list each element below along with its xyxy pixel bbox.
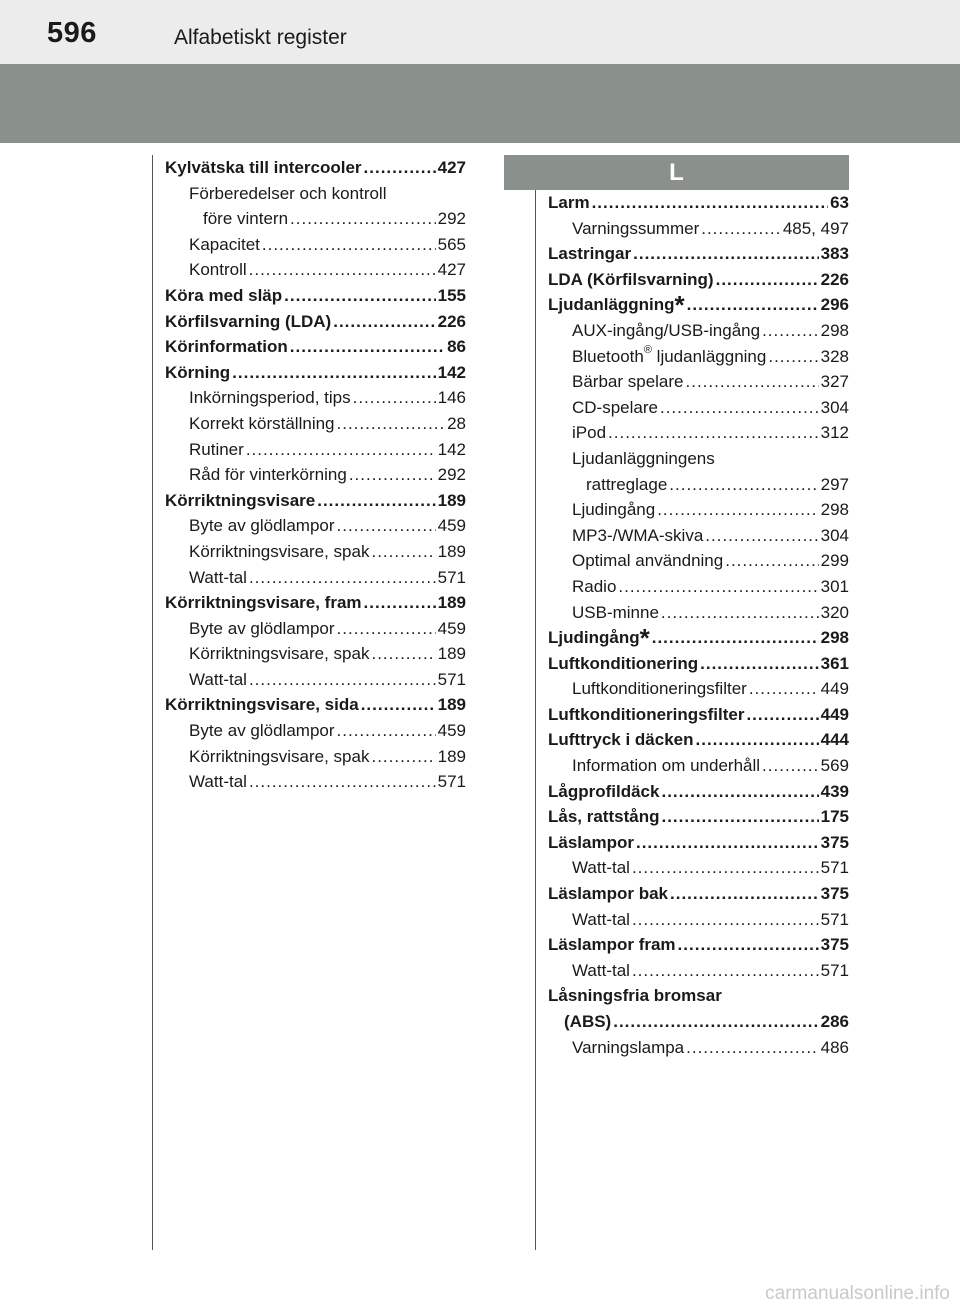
entry-page-number: 226 [437,311,466,331]
dot-leader [768,344,818,370]
dot-leader [333,309,435,335]
entry-term-text: Lågprofildäck [548,781,660,801]
dot-leader [364,155,436,181]
index-entry [165,411,466,437]
entry-term-text: Kontroll [189,260,247,280]
entry-term-text: Kylvätska till intercooler [165,158,362,177]
footnote-star: * [639,623,650,654]
index-entry [548,497,849,523]
entry-term [572,958,630,984]
registered-mark: ® [643,343,652,356]
entry-term [564,1009,611,1035]
entry-page-number: 142 [437,362,466,382]
entry-page-number: 175 [820,807,849,827]
index-entry [548,1035,849,1061]
entry-term [189,769,247,795]
dot-leader [686,1035,818,1061]
left-column-rule [152,155,153,1250]
entry-term [572,676,747,702]
dot-leader [246,437,436,463]
entry-term-text: Watt-tal [572,909,630,929]
index-entry [548,190,849,216]
entry-term [165,360,230,386]
index-column-left [165,155,466,795]
watermark: carmanualsonline.info [765,1283,950,1304]
entry-term [189,411,335,437]
entry-page-number: 299 [820,551,849,571]
dot-leader [337,718,436,744]
dot-leader [725,548,818,574]
index-entry [165,744,466,770]
index-entry [548,216,849,242]
entry-term-text-cont: ljudanläggning [651,346,767,366]
index-entry [548,472,849,498]
dot-leader [618,574,818,600]
entry-term-text: Watt-tal [189,772,247,792]
entry-page-number: 571 [820,909,849,929]
index-entry [548,907,849,933]
entry-term-text: Körriktningsvisare, spak [189,746,370,766]
entry-term-text: Watt-tal [189,567,247,587]
entry-term-text: Information om underhåll [572,756,761,776]
entry-term [165,155,362,181]
index-entry [165,513,466,539]
index-entry [548,318,849,344]
dot-leader [687,292,819,318]
dot-leader [249,565,436,591]
entry-term [165,283,282,309]
dot-leader [249,667,436,693]
entry-page-number: 304 [820,397,849,417]
entry-term [165,334,288,360]
entry-page-number: 571 [820,960,849,980]
dot-leader [337,411,446,437]
entry-page-number: 301 [820,576,849,596]
dot-leader [661,804,818,830]
entry-page-number: 328 [820,346,849,366]
entry-page-number: 226 [820,269,849,289]
entry-term-text: Luftkonditionering [548,653,699,673]
dot-leader [696,727,819,753]
entry-term [189,744,369,770]
entry-term [189,257,247,283]
index-entry [548,574,849,600]
entry-page-number: 571 [820,858,849,878]
entry-term-text: Varningslampa [572,1037,685,1057]
entry-term-text: Körinformation [165,337,288,357]
dot-leader [705,523,818,549]
entry-term-text: Byte av glödlampor [189,721,335,741]
entry-term [548,830,634,856]
entry-term [548,932,676,958]
entry-term-text: Varningssummer [572,218,700,238]
entry-page-number: 569 [820,756,849,776]
index-entry [548,830,849,856]
entry-term-text: (ABS) [564,1012,612,1031]
dot-leader [686,369,819,395]
entry-term [572,420,606,446]
entry-page-number: 571 [437,772,466,792]
dot-leader [670,881,819,907]
dot-leader [262,232,436,258]
entry-term-text: Körriktningsvisare, sida [165,695,359,715]
dot-leader [701,216,781,242]
dot-leader [232,360,435,386]
entry-term-text: Lås, rattstång [548,807,660,827]
entry-page-number: 439 [820,781,849,801]
entry-term [572,548,723,574]
index-entry [165,309,466,335]
entry-term [548,290,685,321]
entry-term [548,779,659,805]
entry-term-text: rattreglage [586,474,668,494]
index-entry [548,855,849,881]
dot-leader [652,625,819,651]
dot-leader [371,744,435,770]
index-entry [548,395,849,421]
index-entry [165,488,466,514]
index-entry [165,539,466,565]
index-entry [165,692,466,718]
dot-leader [632,907,819,933]
index-entry [165,590,466,616]
dot-leader [353,385,436,411]
entry-page-number: 86 [447,337,466,357]
index-entry [165,462,466,488]
entry-page-number: 571 [437,567,466,587]
entry-page-number: 320 [820,602,849,622]
entry-page-number: 565 [437,234,466,254]
entry-term [165,488,315,514]
entry-page-number: 383 [820,244,849,264]
entry-term-text: LDA (Körfilsvarning) [548,269,714,289]
entry-page-number: 449 [820,679,849,699]
index-entry [165,360,466,386]
entry-term-text: Ljudingång [572,500,656,520]
letter-heading: L [504,155,849,190]
entry-term [572,395,658,421]
dot-leader [364,590,436,616]
dot-leader [636,830,819,856]
entry-page-number: 189 [437,644,466,664]
entry-page-number: 312 [820,423,849,443]
index-entry [165,616,466,642]
index-entry: Låsningsfria bromsar [548,986,722,1006]
entry-term-text: Bluetooth [572,346,644,366]
page-header [0,0,960,143]
entry-term [586,472,667,498]
entry-page-number: 292 [437,209,466,229]
dot-leader [361,692,436,718]
entry-page-number: 375 [820,935,849,955]
entry-term-text: Ljudingång [548,628,640,648]
index-entry: Förberedelser och kontroll [189,183,387,203]
entry-page-number: 155 [437,285,466,305]
index-entry [165,667,466,693]
entry-page-number: 449 [820,704,849,724]
index-entry [165,257,466,283]
entry-term-text: Råd för vinterkörning [189,465,347,485]
entry-term-text: Körriktningsvisare, spak [189,541,370,561]
dot-leader [660,395,819,421]
index-entry [548,267,849,293]
entry-term-text: Bärbar spelare [572,372,684,392]
entry-term-text: Byte av glödlampor [189,516,335,536]
entry-page-number: 485, 497 [782,218,849,238]
entry-page-number: 459 [437,618,466,638]
index-entry [548,523,849,549]
entry-page-number: 28 [447,413,466,433]
index-entry [548,369,849,395]
index-entry [548,651,849,677]
entry-page-number: 304 [820,525,849,545]
entry-term-text: före vintern [203,209,289,229]
index-entry [165,565,466,591]
entry-term-text: Körriktningsvisare, spak [189,644,370,664]
dot-leader [762,753,819,779]
entry-term-text: Läslampor [548,832,634,852]
entry-term-text: Watt-tal [572,858,630,878]
dot-leader [632,958,819,984]
index-entry [548,1009,849,1035]
index-entry [548,676,849,702]
entry-term [572,344,766,370]
dot-leader [290,334,445,360]
index-entry [548,344,849,370]
entry-page-number: 375 [820,832,849,852]
index-entry [548,241,849,267]
right-column-rule [535,155,536,1250]
entry-term-text: Lastringar [548,244,632,264]
entry-term [572,497,655,523]
entry-term-text: Ljudanläggning [548,295,675,315]
entry-term [572,1035,684,1061]
entry-page-number: 297 [820,474,849,494]
index-entry [548,702,849,728]
entry-page-number: 189 [437,541,466,561]
index-entry [548,753,849,779]
entry-page-number: 486 [820,1037,849,1057]
entry-term-text: Watt-tal [189,669,247,689]
dot-leader [700,651,818,677]
entry-page-number: 189 [437,746,466,766]
dot-leader [317,488,435,514]
entry-term-text: MP3-/WMA-skiva [572,525,704,545]
entry-page-number: 286 [820,1012,849,1031]
header-band [0,64,960,143]
entry-term-text: CD-spelare [572,397,658,417]
entry-term-text: Optimal användning [572,551,724,571]
entry-term-text: Läslampor fram [548,935,676,955]
index-entry [548,548,849,574]
entry-term [548,241,631,267]
dot-leader [249,769,436,795]
entry-page-number: 444 [820,730,849,750]
index-entry [548,804,849,830]
index-column-right [548,190,849,1060]
entry-term [572,907,630,933]
entry-page-number: 298 [820,628,849,648]
index-entry [165,232,466,258]
entry-page-number: 63 [830,193,849,212]
entry-term-text: iPod [572,423,607,443]
entry-page-number: 298 [820,320,849,340]
entry-term [572,216,699,242]
entry-term-text: Läslampor bak [548,884,668,904]
entry-term-text: Larm [548,193,590,212]
entry-page-number: 459 [437,516,466,536]
dot-leader [746,702,818,728]
entry-term [572,855,630,881]
entry-term [572,600,659,626]
entry-term-text: Watt-tal [572,960,630,980]
entry-term [189,232,260,258]
index-entry [548,958,849,984]
entry-term [203,206,288,232]
entry-term [548,881,668,907]
entry-term [165,590,362,616]
entry-term-text: Luftkonditioneringsfilter [548,704,745,724]
entry-page-number: 292 [437,465,466,485]
entry-term [572,369,684,395]
index-entry: Ljudanläggningens [572,448,715,468]
index-entry [548,623,849,654]
dot-leader [290,206,436,232]
entry-page-number: 571 [437,669,466,689]
entry-term [548,190,590,216]
entry-term [548,702,744,728]
index-entry [548,420,849,446]
dot-leader [716,267,819,293]
entry-term-text: Korrekt körställning [189,413,335,433]
entry-term-text: Luftkonditioneringsfilter [572,679,747,699]
index-entry [165,334,466,360]
index-entry [548,290,849,321]
entry-page-number: 427 [437,158,466,177]
entry-term-text: Körning [165,362,231,382]
section-title: Alfabetiskt register [174,26,347,49]
entry-term [189,641,369,667]
index-entry [165,641,466,667]
index-entry [548,779,849,805]
dot-leader [349,462,436,488]
entry-page-number: 361 [820,653,849,673]
entry-term [572,523,703,549]
entry-term-text: USB-minne [572,602,659,622]
entry-term-text: Kapacitet [189,234,260,254]
entry-term [548,623,650,654]
entry-page-number: 459 [437,721,466,741]
dot-leader [749,676,819,702]
index-entry [548,881,849,907]
entry-page-number: 427 [437,260,466,280]
dot-leader [678,932,819,958]
dot-leader [762,318,819,344]
entry-term [189,667,247,693]
dot-leader [633,241,818,267]
dot-leader [669,472,818,498]
index-entry [165,769,466,795]
entry-term [189,718,335,744]
dot-leader [337,616,436,642]
entry-term [189,462,347,488]
entry-page-number: 142 [437,439,466,459]
entry-term [572,318,760,344]
entry-term-text: Köra med släp [165,285,283,305]
dot-leader [249,257,436,283]
entry-term-text: Körfilsvarning (LDA) [165,311,332,331]
entry-term [189,437,244,463]
dot-leader [661,779,818,805]
entry-page-number: 189 [437,695,466,715]
entry-term [189,565,247,591]
entry-term-text: AUX-ingång/USB-ingång [572,320,761,340]
entry-page-number: 375 [820,884,849,904]
entry-term [165,309,331,335]
entry-page-number: 296 [820,295,849,315]
entry-term [548,727,694,753]
footnote-star: * [674,290,685,321]
dot-leader [592,190,829,216]
entry-term-text: Inkörningsperiod, tips [189,388,351,408]
entry-term [189,513,335,539]
entry-page-number: 189 [437,490,466,510]
index-entry [165,206,466,232]
entry-term-text: Radio [572,576,617,596]
dot-leader [657,497,818,523]
index-entry [165,283,466,309]
entry-term-text: Körriktningsvisare, fram [165,593,362,613]
dot-leader [608,420,819,446]
entry-page-number: 146 [437,388,466,408]
entry-term-text: Lufttryck i däcken [548,730,694,750]
dot-leader [284,283,435,309]
dot-leader [337,513,436,539]
index-entry [165,437,466,463]
index-entry [165,385,466,411]
entry-term-text: Byte av glödlampor [189,618,335,638]
dot-leader [632,855,819,881]
dot-leader [661,600,819,626]
entry-term-text: Rutiner [189,439,244,459]
entry-term [548,267,714,293]
entry-term [548,804,659,830]
dot-leader [371,539,435,565]
index-entry [548,600,849,626]
entry-page-number: 298 [820,500,849,520]
dot-leader [613,1009,818,1035]
entry-term [189,616,335,642]
entry-page-number: 189 [437,593,466,613]
entry-page-number: 327 [820,372,849,392]
page-number: 596 [47,17,97,49]
entry-term [189,539,369,565]
entry-term-text: Körriktningsvisare [165,490,316,510]
dot-leader [371,641,435,667]
index-entry [165,155,466,181]
index-entry [548,932,849,958]
index-entry [548,727,849,753]
entry-term [572,753,760,779]
entry-term [548,651,698,677]
entry-term [165,692,359,718]
index-entry [165,718,466,744]
entry-term [189,385,351,411]
entry-term [572,574,616,600]
